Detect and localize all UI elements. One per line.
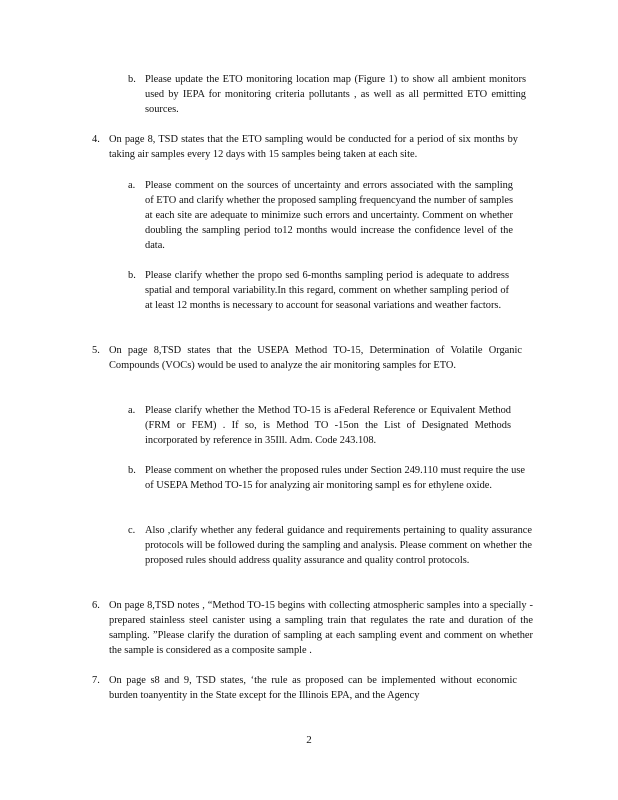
- item-marker: 4.: [92, 134, 100, 145]
- numbered-item-text: On page 8,TSD states that the USEPA Method TO-15, Determination of Volatile Organic Compounds (VOCs) would be used to analyze the air monitoring samples for ETO.: [109, 345, 522, 371]
- numbered-item-text: On page 8,TSD notes , “Method TO-15 begins with collecting atmospheric samples into a specially -prepared stainless steel canister using a sampling train that regulates the rate and duration of the sampling. ”Please clarify the duration of sampling at each sampling event and comment on whether the sample is considered as a composite sample .: [109, 600, 533, 656]
- page-number: 2: [306, 734, 312, 746]
- item-marker: a.: [128, 180, 136, 191]
- numbered-item-text: On page 8, TSD states that the ETO sampling would be conducted for a period of six months by taking air samples every 12 days with 15 samples being taken at each site.: [109, 134, 518, 160]
- item-marker: b.: [128, 270, 136, 281]
- sub-item-text: Please update the ETO monitoring location map (Figure 1) to show all ambient monitors used by IEPA for monitoring criteria pollutants , as well as all permitted ETO emitting sources.: [145, 74, 526, 115]
- item-marker: a.: [128, 405, 136, 416]
- item-marker: c.: [128, 525, 136, 536]
- sub-item-text: Please clarify whether the Method TO-15 is aFederal Reference or Equivalent Method (FRM or FEM) . If so, is Method TO -15on the List of Designated Methods incorporated by reference in 35Ill. Adm. Code 243.108.: [145, 405, 511, 446]
- item-marker: 6.: [92, 600, 100, 611]
- item-marker: b.: [128, 465, 136, 476]
- sub-item-text: Please comment on the sources of uncertainty and errors associated with the sampling of ETO and clarify whether the proposed sampling frequencyand the number of samples at each site are adequate to minimize such errors and uncertainty. Comment on whether doubling the sampling period to12 months would increase the confidence level of the data.: [145, 180, 513, 251]
- sub-item-text: Please clarify whether the propo sed 6-months sampling period is adequate to address spatial and temporal variability.In this regard, comment on whether sampling period of at least 12 months is necessary to account for seasonal variations and weather factors.: [145, 270, 509, 311]
- sub-item-text: Also ,clarify whether any federal guidance and requirements pertaining to quality assurance protocols will be followed during the sampling and analysis. Please comment on whether the proposed rules should address quality assurance and quality control protocols.: [145, 525, 532, 566]
- item-marker: b.: [128, 74, 136, 85]
- item-marker: 5.: [92, 345, 100, 356]
- sub-item-text: Please comment on whether the proposed rules under Section 249.110 must require the use of USEPA Method TO-15 for analyzing air monitoring sampl es for ethylene oxide.: [145, 465, 525, 491]
- numbered-item-text: On page s8 and 9, TSD states, ‘the rule as proposed can be implemented without economic burden toanyentity in the State except for the Illinois EPA, and the Agency: [109, 675, 517, 701]
- item-marker: 7.: [92, 675, 100, 686]
